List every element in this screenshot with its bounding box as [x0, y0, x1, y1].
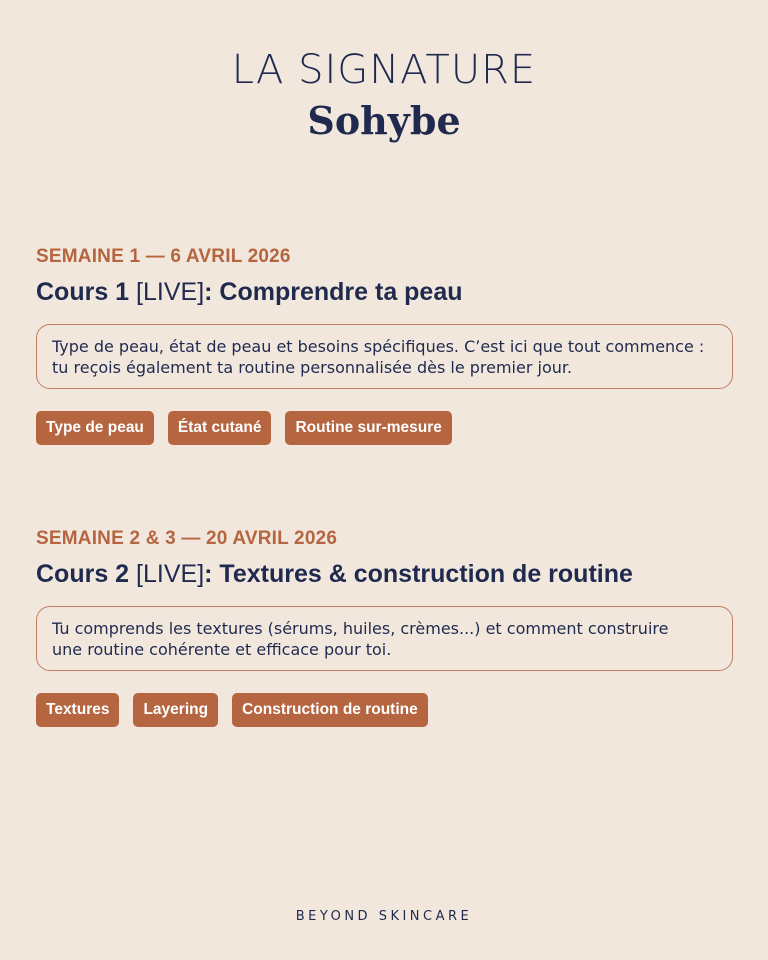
course-description [36, 324, 733, 389]
course-number: Cours 2 [36, 560, 130, 588]
course-title: : Comprendre ta peau [204, 278, 463, 306]
description-line: Tu comprends les textures (sérums, huiles, crèmes...) et comment construire [52, 619, 669, 638]
week-label: SEMAINE 2 & 3 — 20 AVRIL 2026 [36, 528, 338, 549]
tag: Layering [133, 693, 218, 727]
course-heading [36, 558, 733, 590]
tag: Type de peau [36, 411, 154, 445]
tag: Routine sur-mesure [285, 411, 451, 445]
live-tag: [LIVE] [136, 560, 205, 588]
description-line: une routine cohérente et efficace pour toi. [52, 640, 392, 659]
tag: Textures [36, 693, 119, 727]
course-number: Cours 1 [36, 278, 130, 306]
tag-list [36, 411, 733, 445]
tag-list [36, 693, 733, 727]
live-tag: [LIVE] [136, 278, 205, 306]
course-section-2 [36, 526, 733, 727]
brand-line: LA SIGNATURE [231, 47, 537, 93]
week-label: SEMAINE 1 — 6 AVRIL 2026 [36, 246, 291, 267]
description-line: Type de peau, état de peau et besoins spécifiques. C’est ici que tout commence : [52, 337, 705, 356]
footer-brand: BEYOND SKINCARE [295, 909, 473, 924]
course-description [36, 606, 733, 671]
course-section-1 [36, 244, 733, 445]
brand-name: Sohybe [307, 98, 461, 143]
tag: État cutané [168, 411, 272, 445]
description-line: tu reçois également ta routine personnalisée dès le premier jour. [52, 358, 573, 377]
course-heading [36, 276, 733, 308]
tag: Construction de routine [232, 693, 428, 727]
course-title: : Textures & construction de routine [204, 560, 633, 588]
header [0, 46, 768, 144]
